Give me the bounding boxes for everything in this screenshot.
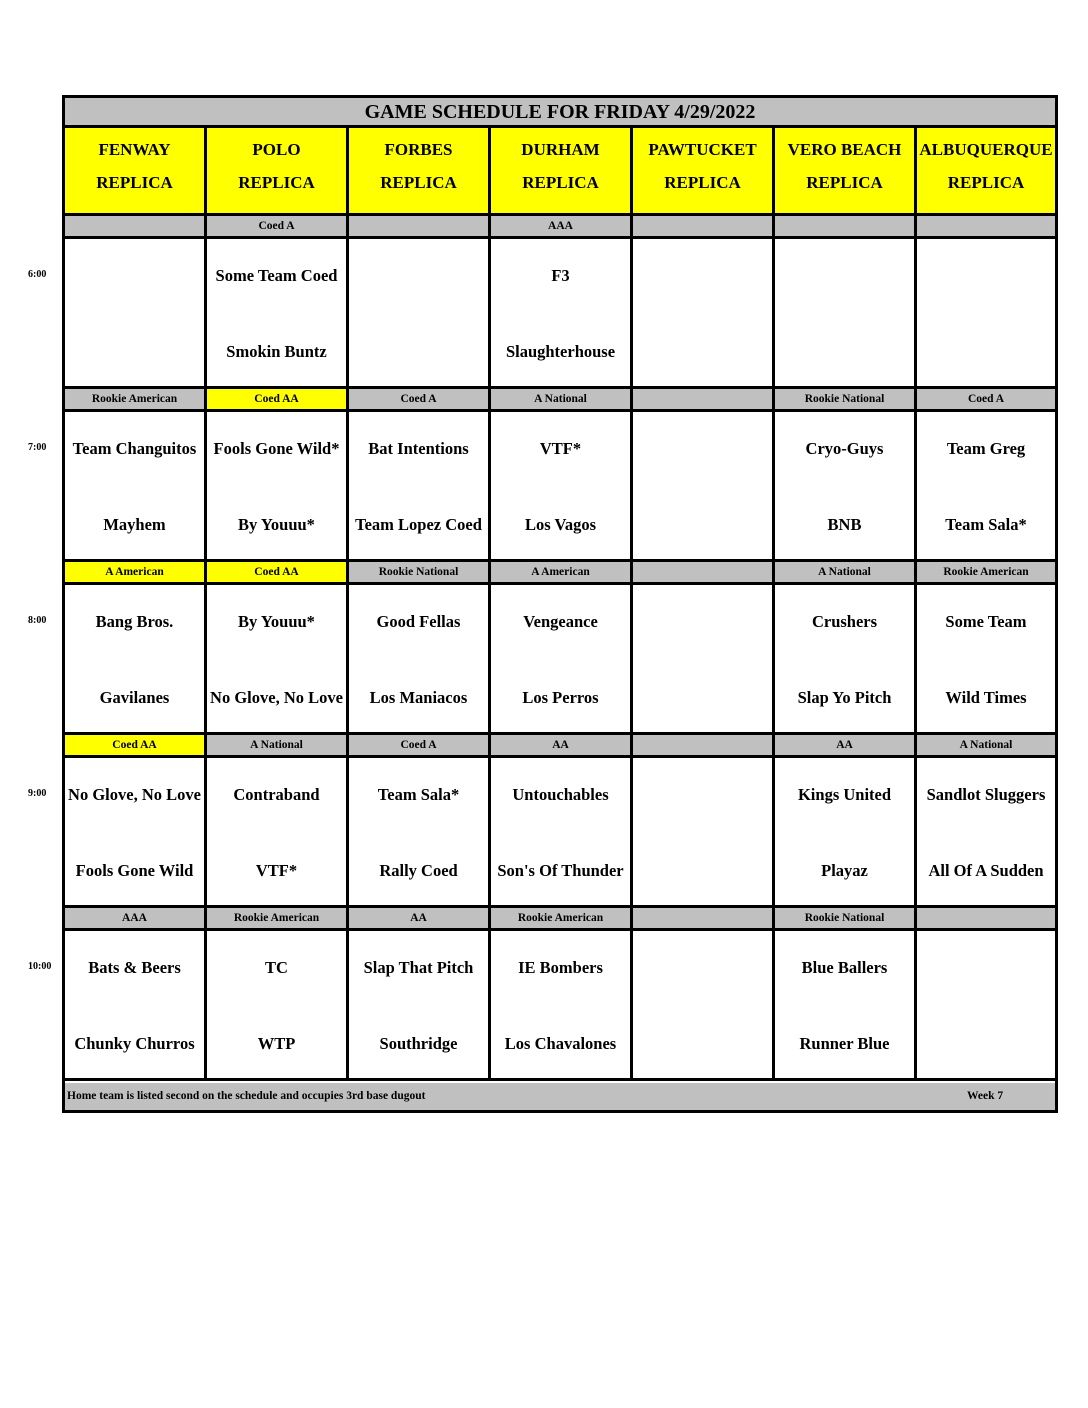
division-label: AA — [349, 908, 491, 928]
away-team: Crushers — [811, 612, 878, 631]
time-label: 8:00 — [28, 615, 47, 626]
home-team: Wild Times — [945, 688, 1027, 707]
away-team: VTF* — [539, 439, 582, 458]
game-row — [65, 931, 1055, 1081]
field-name: DURHAM — [521, 140, 600, 159]
division-label: Coed A — [917, 389, 1055, 409]
game-cell — [633, 412, 775, 559]
division-label: Rookie American — [65, 389, 207, 409]
schedule-table — [62, 95, 1058, 1113]
division-label — [633, 908, 775, 928]
division-label: Coed A — [207, 216, 349, 236]
away-team: Vengeance — [523, 612, 598, 631]
division-row — [65, 735, 1055, 758]
away-team: Slap That Pitch — [363, 958, 474, 977]
game-cell — [633, 758, 775, 905]
home-team: Los Maniacos — [369, 688, 468, 707]
away-team: Some Team Coed — [215, 266, 338, 285]
time-label: 9:00 — [28, 788, 47, 799]
home-team: All Of A Sudden — [928, 861, 1044, 880]
home-team: Fools Gone Wild — [75, 861, 194, 880]
away-team: F3 — [551, 266, 570, 285]
field-name: FORBES — [384, 140, 453, 159]
field-header-albuquerque — [917, 128, 1055, 213]
game-cell — [633, 239, 775, 386]
division-label: Rookie American — [917, 562, 1055, 582]
away-team: By Youuu* — [238, 612, 315, 631]
home-team: No Glove, No Love — [210, 688, 343, 707]
field-type: REPLICA — [96, 173, 173, 192]
division-row — [65, 908, 1055, 931]
away-team: Bat Intentions — [368, 439, 469, 458]
division-label: A National — [775, 562, 917, 582]
game-row — [65, 412, 1055, 562]
game-cell — [775, 931, 917, 1078]
field-type: REPLICA — [522, 173, 599, 192]
division-row — [65, 216, 1055, 239]
division-label: AA — [775, 735, 917, 755]
division-label: A American — [491, 562, 633, 582]
game-cell — [917, 412, 1055, 559]
away-team: Cryo-Guys — [805, 439, 884, 458]
game-cell — [65, 585, 207, 732]
field-header-polo — [207, 128, 349, 213]
home-team: Son's Of Thunder — [497, 861, 624, 880]
game-cell — [207, 239, 349, 386]
game-row — [65, 758, 1055, 908]
division-label: AAA — [491, 216, 633, 236]
home-team: Slaughterhouse — [505, 342, 616, 361]
division-label — [65, 216, 207, 236]
game-cell — [917, 758, 1055, 905]
home-team: Runner Blue — [799, 1034, 890, 1053]
division-label: Coed AA — [207, 389, 349, 409]
time-label: 10:00 — [28, 961, 52, 972]
game-cell — [491, 412, 633, 559]
game-cell — [491, 585, 633, 732]
game-cell — [349, 758, 491, 905]
game-cell — [775, 412, 917, 559]
home-team: Team Sala* — [945, 515, 1027, 534]
field-type: REPLICA — [238, 173, 315, 192]
away-team: Some Team — [945, 612, 1027, 631]
home-team: BNB — [827, 515, 862, 534]
home-team: Southridge — [379, 1034, 458, 1053]
game-cell — [491, 239, 633, 386]
game-cell — [633, 585, 775, 732]
game-cell — [917, 239, 1055, 386]
field-name: ALBUQUERQUE — [919, 140, 1053, 159]
away-team: Good Fellas — [376, 612, 461, 631]
game-row — [65, 585, 1055, 735]
away-team: Contraband — [233, 785, 320, 804]
game-cell — [65, 412, 207, 559]
away-team: Bang Bros. — [95, 612, 174, 631]
game-cell — [207, 585, 349, 732]
field-header-forbes — [349, 128, 491, 213]
schedule-footer — [65, 1083, 1055, 1110]
field-name: POLO — [252, 140, 301, 159]
home-team: Gavilanes — [99, 688, 170, 707]
division-label — [349, 216, 491, 236]
division-label: Rookie National — [775, 908, 917, 928]
away-team: Sandlot Sluggers — [926, 785, 1046, 804]
division-label: A National — [491, 389, 633, 409]
game-cell — [207, 931, 349, 1078]
division-label: A National — [917, 735, 1055, 755]
away-team: TC — [265, 958, 288, 977]
division-label — [917, 908, 1055, 928]
game-cell — [349, 239, 491, 386]
division-label: Rookie National — [775, 389, 917, 409]
game-cell — [207, 758, 349, 905]
field-header-row — [65, 128, 1055, 216]
field-header-pawtucket — [633, 128, 775, 213]
game-cell — [917, 931, 1055, 1078]
time-column — [0, 0, 62, 1408]
field-name: VERO BEACH — [787, 140, 902, 159]
field-type: REPLICA — [806, 173, 883, 192]
game-cell — [207, 412, 349, 559]
home-team: Smokin Buntz — [226, 342, 327, 361]
away-team: IE Bombers — [518, 958, 603, 977]
home-team: Mayhem — [103, 515, 166, 534]
away-team: Untouchables — [512, 785, 609, 804]
home-team: VTF* — [255, 861, 298, 880]
away-team: Team Changuitos — [72, 439, 197, 458]
division-label — [633, 562, 775, 582]
division-label: AAA — [65, 908, 207, 928]
home-team: Chunky Churros — [74, 1034, 195, 1053]
division-label — [775, 216, 917, 236]
away-team: Kings United — [797, 785, 892, 804]
division-label: Coed A — [349, 389, 491, 409]
division-label: Coed AA — [207, 562, 349, 582]
home-team: Slap Yo Pitch — [797, 688, 892, 707]
away-team: No Glove, No Love — [68, 785, 201, 804]
home-team: Los Chavalones — [504, 1034, 617, 1053]
division-label: Rookie National — [349, 562, 491, 582]
home-team: WTP — [257, 1034, 296, 1053]
division-row — [65, 562, 1055, 585]
game-cell — [491, 758, 633, 905]
field-type: REPLICA — [947, 173, 1025, 192]
game-cell — [917, 585, 1055, 732]
home-team: Los Perros — [522, 688, 599, 707]
game-cell — [775, 585, 917, 732]
field-type: REPLICA — [664, 173, 741, 192]
division-label: Rookie American — [491, 908, 633, 928]
division-label: A American — [65, 562, 207, 582]
field-name: PAWTUCKET — [648, 140, 757, 159]
game-cell — [775, 758, 917, 905]
away-team: Bats & Beers — [88, 958, 181, 977]
game-cell — [65, 758, 207, 905]
home-team: Rally Coed — [379, 861, 458, 880]
game-cell — [633, 931, 775, 1078]
game-cell — [349, 931, 491, 1078]
home-team: By Youuu* — [238, 515, 315, 534]
away-team: Blue Ballers — [801, 958, 888, 977]
field-header-vero-beach — [775, 128, 917, 213]
division-label — [633, 389, 775, 409]
division-label: Rookie American — [207, 908, 349, 928]
field-type: REPLICA — [380, 173, 457, 192]
division-label — [917, 216, 1055, 236]
footer-note: Home team is listed second on the schedule and occupies 3rd base dugout — [67, 1090, 426, 1102]
division-label: Coed A — [349, 735, 491, 755]
away-team: Team Sala* — [377, 785, 460, 804]
away-team: Fools Gone Wild* — [213, 439, 340, 458]
away-team: Team Greg — [946, 439, 1026, 458]
game-cell — [491, 931, 633, 1078]
division-label — [633, 216, 775, 236]
division-label: A National — [207, 735, 349, 755]
game-cell — [349, 585, 491, 732]
division-label: Coed AA — [65, 735, 207, 755]
home-team: Playaz — [821, 861, 868, 880]
game-cell — [349, 412, 491, 559]
week-label: Week 7 — [967, 1090, 1004, 1102]
home-team: Los Vagos — [524, 515, 597, 534]
schedule-title: GAME SCHEDULE FOR FRIDAY 4/29/2022 — [65, 98, 1055, 128]
division-label — [633, 735, 775, 755]
field-header-durham — [491, 128, 633, 213]
game-cell — [775, 239, 917, 386]
game-cell — [65, 931, 207, 1078]
home-team: Team Lopez Coed — [355, 515, 482, 534]
game-row — [65, 239, 1055, 389]
division-row — [65, 389, 1055, 412]
game-cell — [65, 239, 207, 386]
division-label: AA — [491, 735, 633, 755]
field-header-fenway — [65, 128, 207, 213]
field-name: FENWAY — [98, 140, 171, 159]
time-label: 6:00 — [28, 269, 47, 280]
time-label: 7:00 — [28, 442, 47, 453]
